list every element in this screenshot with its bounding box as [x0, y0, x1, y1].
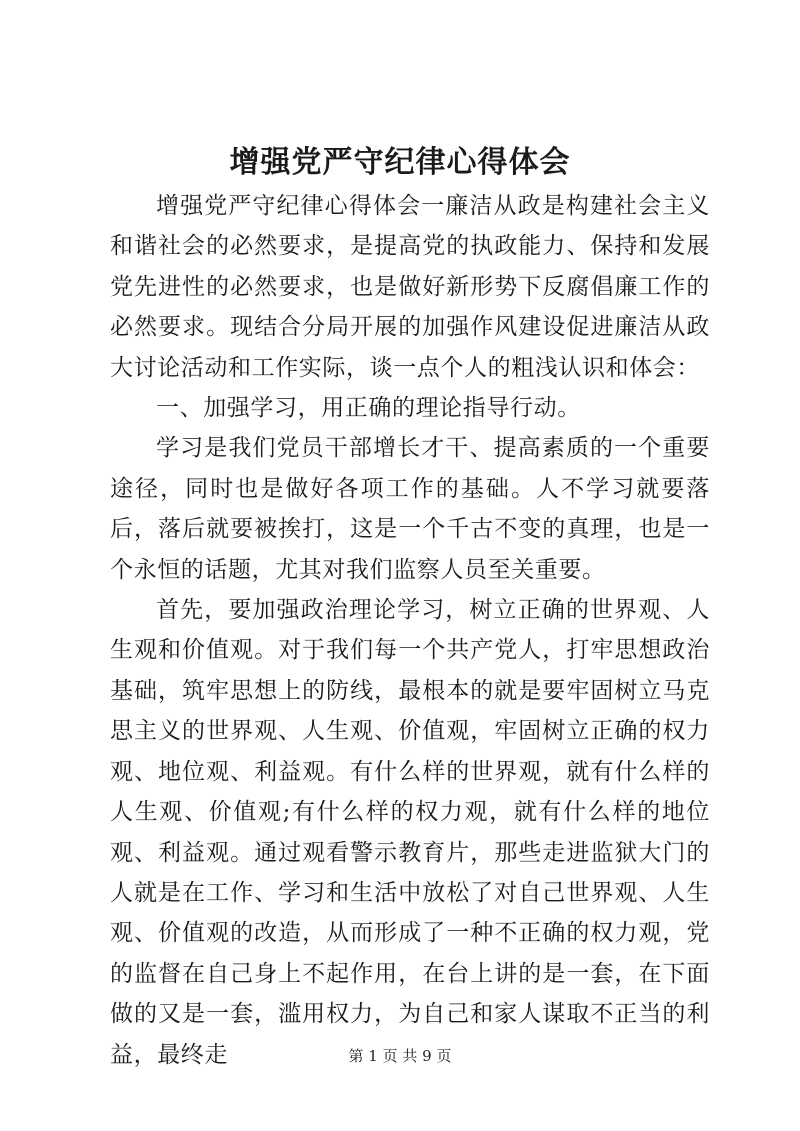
paragraph-intro: 增强党严守纪律心得体会一廉洁从政是构建社会主义和谐社会的必然要求，是提高党的执政能力、保持和发展党先进性的必然要求，也是做好新形势下反腐倡廉工作的必然要求。现结合分局开展的加强作风建设促进廉洁从政大讨论活动和工作实际，谈一点个人的粗浅认识和体会：	[110, 193, 710, 381]
document-title: 增强党严守纪律心得体会	[229, 145, 571, 180]
document-body	[110, 186, 710, 1075]
page-footer: 第 1 页 共 9 页	[348, 1047, 452, 1065]
paragraph-study: 学习是我们党员干部增长才干、提高素质的一个重要途径，同时也是做好各项工作的基础。人不学习就要落后，落后就要被挨打，这是一个千古不变的真理，也是一个永恒的话题，尤其对我们监察人员至关重要。	[110, 435, 710, 583]
paragraph-section-heading: 一、加强学习，用正确的理论指导行动。	[156, 395, 581, 422]
paragraph-first: 首先，要加强政治理论学习，树立正确的世界观、人生观和价值观。对于我们每一个共产党人，打牢思想政治基础，筑牢思想上的防线，最根本的就是要牢固树立马克思主义的世界观、人生观、价值观，牢固树立正确的权力观、地位观、利益观。有什么样的世界观，就有什么样的人生观、价值观;有什么样的权力观，就有什么样的地位观、利益观。通过观看警示教育片，那些走进监狱大门的人就是在工作、学习和生活中放松了对自己世界观、人生观、价值观的改造，从而形成了一种不正确的权力观，党的监督在自己身上不起作用，在台上讲的是一套，在下面做的又是一套，滥用权力，为自己和家人谋取不正当的利益，最终走	[110, 597, 710, 1068]
